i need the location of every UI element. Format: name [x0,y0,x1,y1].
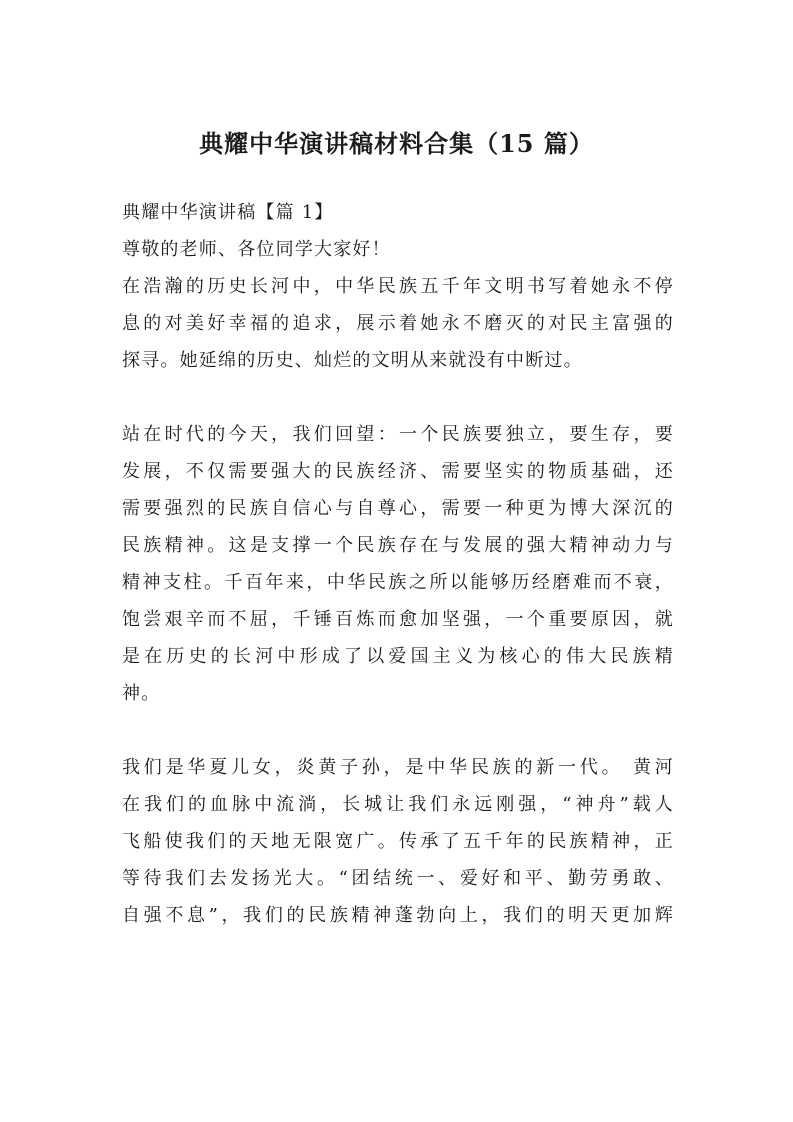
paragraph-line: 精神支柱。千百年来，中华民族之所以能够历经磨难而不衰， [122,572,674,593]
paragraph-line: 民族精神。这是支撑一个民族存在与发展的强大精神动力与 [122,535,674,556]
section-heading: 典耀中华演讲稿【篇 1】 [122,202,334,223]
document-body [122,194,674,934]
paragraph-line: 饱尝艰辛而不屈，千锤百炼而愈加坚强，一个重要原因，就 [122,609,674,630]
document-title: 典耀中华演讲稿材料合集（15 篇） [199,129,594,158]
paragraph-line: 是在历史的长河中形成了以爱国主义为核心的伟大民族精 [122,646,674,667]
paragraph-line: 站在时代的今天，我们回望：一个民族要独立，要生存，要 [122,424,674,445]
paragraph-line: 在我们的血脉中流淌，长城让我们永远刚强，“神舟”载人 [122,794,674,815]
paragraph-spacer [122,379,674,416]
paragraph-line: 自强不息”，我们的民族精神蓬勃向上，我们的明天更加辉 [122,905,674,926]
paragraph-line: 在浩瀚的历史长河中，中华民族五千年文明书写着她永不停 [122,276,674,297]
paragraph-line: 飞船使我们的天地无限宽广。传承了五千年的民族精神，正 [122,831,674,852]
paragraph-line: 发展，不仅需要强大的民族经济、需要坚实的物质基础，还 [122,461,674,482]
paragraph-line: 息的对美好幸福的追求，展示着她永不磨灭的对民主富强的 [122,313,674,334]
paragraph-line: 探寻。她延绵的历史、灿烂的文明从来就没有中断过。 [122,350,583,371]
paragraph-line: 我们是华夏儿女，炎黄子孙，是中华民族的新一代。 黄河 [122,757,674,778]
paragraph-line: 神。 [122,683,161,704]
paragraph-line: 需要强烈的民族自信心与自尊心，需要一种更为博大深沉的 [122,498,674,519]
paragraph-1 [122,268,674,379]
paragraph-2 [122,416,674,712]
paragraph-3 [122,749,674,934]
paragraph-line: 等待我们去发扬光大。“团结统一、爱好和平、勤劳勇敢、 [122,868,674,889]
greeting-line: 尊敬的老师、各位同学大家好！ [122,239,391,260]
paragraph-spacer [122,712,674,749]
